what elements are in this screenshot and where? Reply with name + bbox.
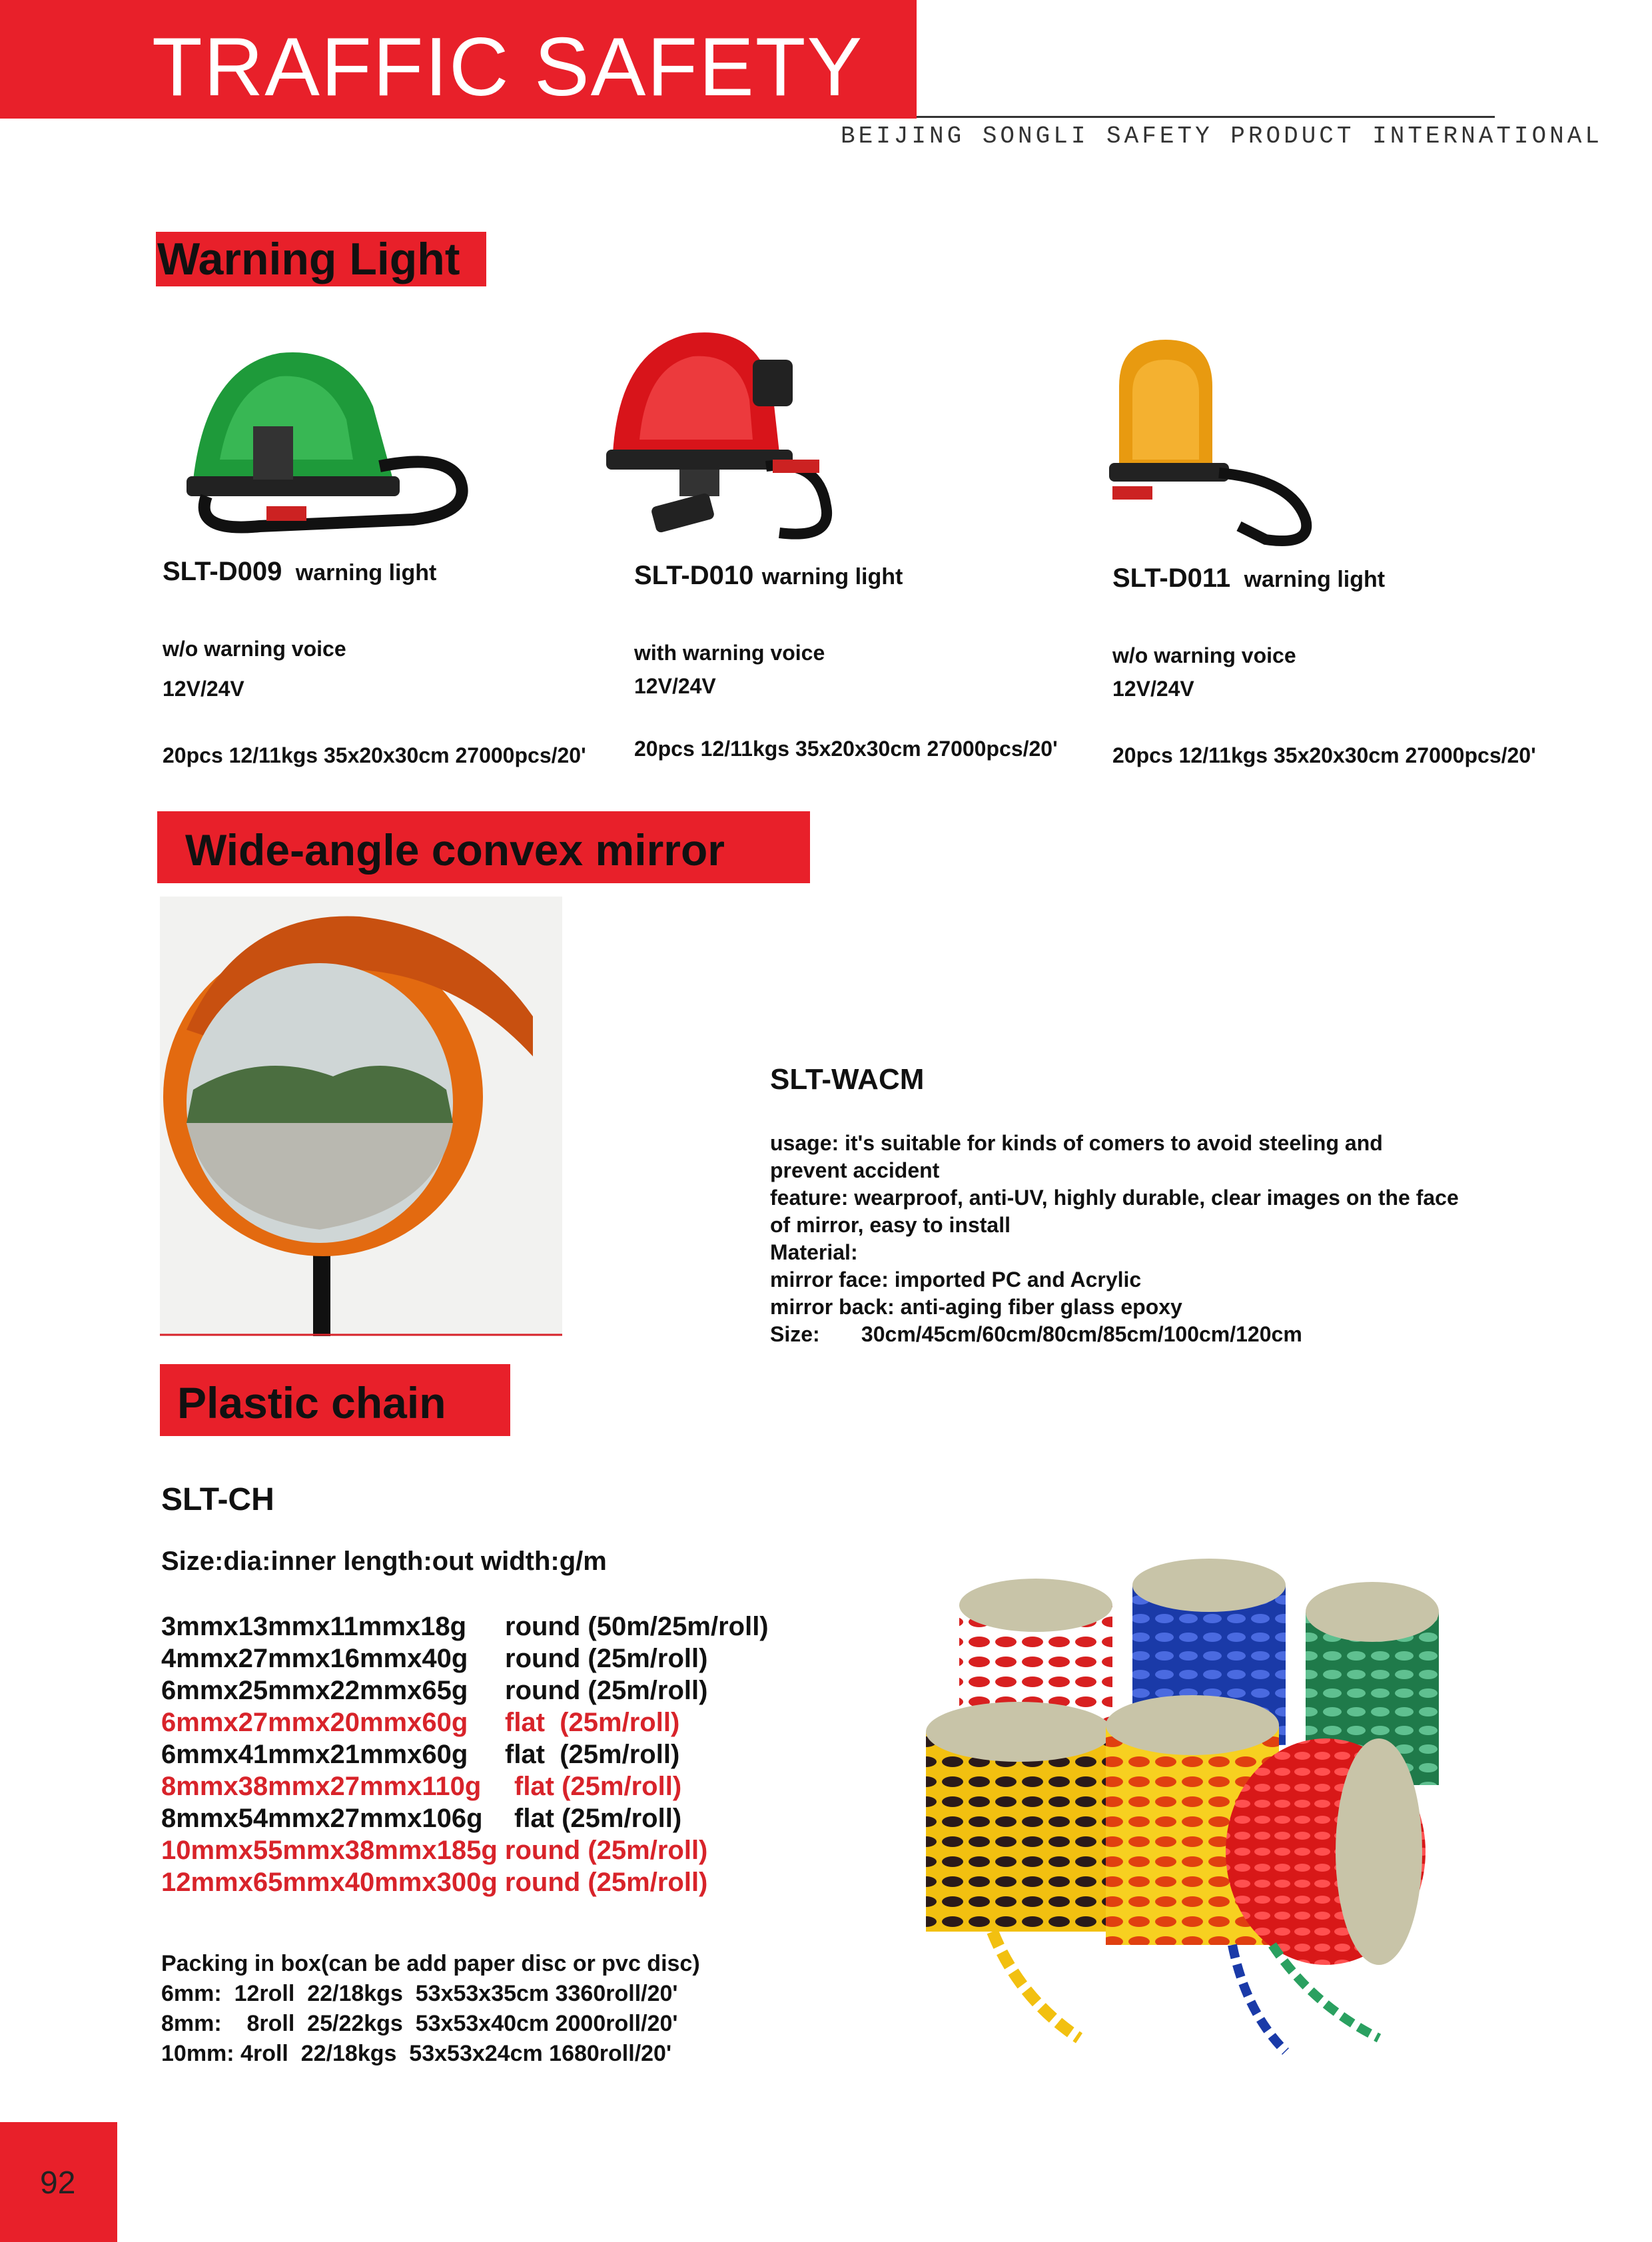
- product-d010: [634, 561, 903, 591]
- chain-spec: 12mmx65mmx40mmx300g: [161, 1868, 498, 1897]
- chain-spec-row: [161, 1611, 769, 1643]
- chain-spec: 10mmx55mmx38mmx185g: [161, 1836, 498, 1865]
- product-type: warning light: [1244, 567, 1386, 592]
- chain-desc: round (25m/roll): [505, 1644, 708, 1673]
- chain-spec: 8mmx54mmx27mmx106g: [161, 1804, 483, 1833]
- product-type: warning light: [295, 560, 437, 585]
- product-voltage: 12V/24V: [634, 674, 716, 698]
- chain-desc: round (25m/roll): [504, 1868, 708, 1897]
- chain-spec: 3mmx13mmx11mmx18g: [161, 1612, 467, 1641]
- product-voltage: 12V/24V: [163, 677, 244, 701]
- mirror-section-title: Wide-angle convex mirror: [185, 825, 725, 875]
- chain-spec: 4mmx27mmx16mmx40g: [161, 1644, 468, 1673]
- mirror-line: mirror back: anti-aging fiber glass epoxy: [770, 1295, 1182, 1319]
- mirror-line: mirror face: imported PC and Acrylic: [770, 1268, 1142, 1292]
- chain-section-title: Plastic chain: [177, 1378, 446, 1427]
- chain-packing-line: 8mm: 8roll 25/22kgs 53x53x40cm 2000roll/20': [161, 2011, 678, 2036]
- chain-desc: round (50m/25m/roll): [505, 1612, 769, 1641]
- chain-desc: flat (25m/roll): [505, 1740, 680, 1769]
- chain-spec-row: [161, 1675, 769, 1706]
- mirror-line: feature: wearproof, anti-UV, highly durable, clear images on the face: [770, 1186, 1459, 1210]
- red-warning-light-image: [606, 320, 886, 560]
- mirror-description: [770, 1130, 1459, 1348]
- warning-light-section-title: Warning Light: [157, 234, 460, 284]
- chain-desc: flat (25m/roll): [514, 1804, 682, 1833]
- product-voice: w/o warning voice: [1112, 643, 1296, 667]
- green-warning-light-image: [180, 326, 486, 540]
- product-packing: 20pcs 12/11kgs 35x20x30cm 27000pcs/20': [163, 743, 586, 767]
- chain-spec-row: [161, 1738, 769, 1770]
- chain-desc: flat (25m/roll): [514, 1772, 682, 1801]
- product-packing: 20pcs 12/11kgs 35x20x30cm 27000pcs/20': [634, 737, 1058, 761]
- product-voice: with warning voice: [634, 641, 825, 665]
- chain-desc: round (25m/roll): [504, 1836, 708, 1865]
- chain-spec: 6mmx25mmx22mmx65g: [161, 1676, 468, 1705]
- product-packing: 20pcs 12/11kgs 35x20x30cm 27000pcs/20': [1112, 743, 1536, 767]
- mirror-line: usage: it's suitable for kinds of comers to avoid steeling and: [770, 1131, 1383, 1155]
- plastic-chain-rolls-image: [913, 1572, 1472, 2078]
- header-rule: [917, 116, 1495, 118]
- chain-size-header: Size:dia:inner length:out width:g/m: [161, 1547, 607, 1576]
- page-number: 92: [40, 2165, 76, 2201]
- product-type: warning light: [761, 564, 903, 589]
- product-d011: [1112, 563, 1385, 593]
- amber-warning-light-image: [1106, 326, 1386, 553]
- chain-spec-row: [161, 1834, 769, 1866]
- chain-spec: 6mmx27mmx20mmx60g: [161, 1708, 468, 1737]
- chain-packing: [161, 1949, 700, 2069]
- convex-mirror-image: [160, 897, 562, 1336]
- chain-spec-row: [161, 1770, 769, 1802]
- chain-packing-line: 6mm: 12roll 22/18kgs 53x53x35cm 3360roll/20': [161, 1981, 678, 2006]
- product-model: SLT-D009: [163, 557, 282, 586]
- chain-model: SLT-CH: [161, 1482, 274, 1517]
- mirror-line: Size: 30cm/45cm/60cm/80cm/85cm/100cm/120cm: [770, 1322, 1302, 1346]
- chain-spec-row: [161, 1866, 769, 1898]
- company-name: BEIJING SONGLI SAFETY PRODUCT INTERNATIONAL: [841, 123, 1603, 150]
- chain-spec-row: [161, 1706, 769, 1738]
- chain-spec-row: [161, 1802, 769, 1834]
- product-voice: w/o warning voice: [163, 637, 346, 661]
- chain-spec-table: [161, 1611, 769, 1898]
- chain-packing-title: Packing in box(can be add paper disc or pvc disc): [161, 1951, 700, 1976]
- chain-spec: 8mmx38mmx27mmx110g: [161, 1772, 482, 1801]
- product-model: SLT-D010: [634, 561, 754, 590]
- chain-spec-row: [161, 1643, 769, 1675]
- product-voltage: 12V/24V: [1112, 677, 1194, 701]
- mirror-line: Material:: [770, 1240, 858, 1264]
- mirror-model: SLT-WACM: [770, 1063, 925, 1096]
- chain-desc: round (25m/roll): [505, 1676, 708, 1705]
- product-d009: [163, 557, 436, 587]
- product-model: SLT-D011: [1112, 563, 1231, 593]
- chain-packing-line: 10mm: 4roll 22/18kgs 53x53x24cm 1680roll/20': [161, 2041, 672, 2066]
- mirror-line: of mirror, easy to install: [770, 1213, 1011, 1237]
- chain-spec: 6mmx41mmx21mmx60g: [161, 1740, 468, 1769]
- page-title: TRAFFIC SAFETY: [152, 21, 864, 113]
- chain-desc: flat (25m/roll): [505, 1708, 680, 1737]
- mirror-line: prevent accident: [770, 1158, 940, 1182]
